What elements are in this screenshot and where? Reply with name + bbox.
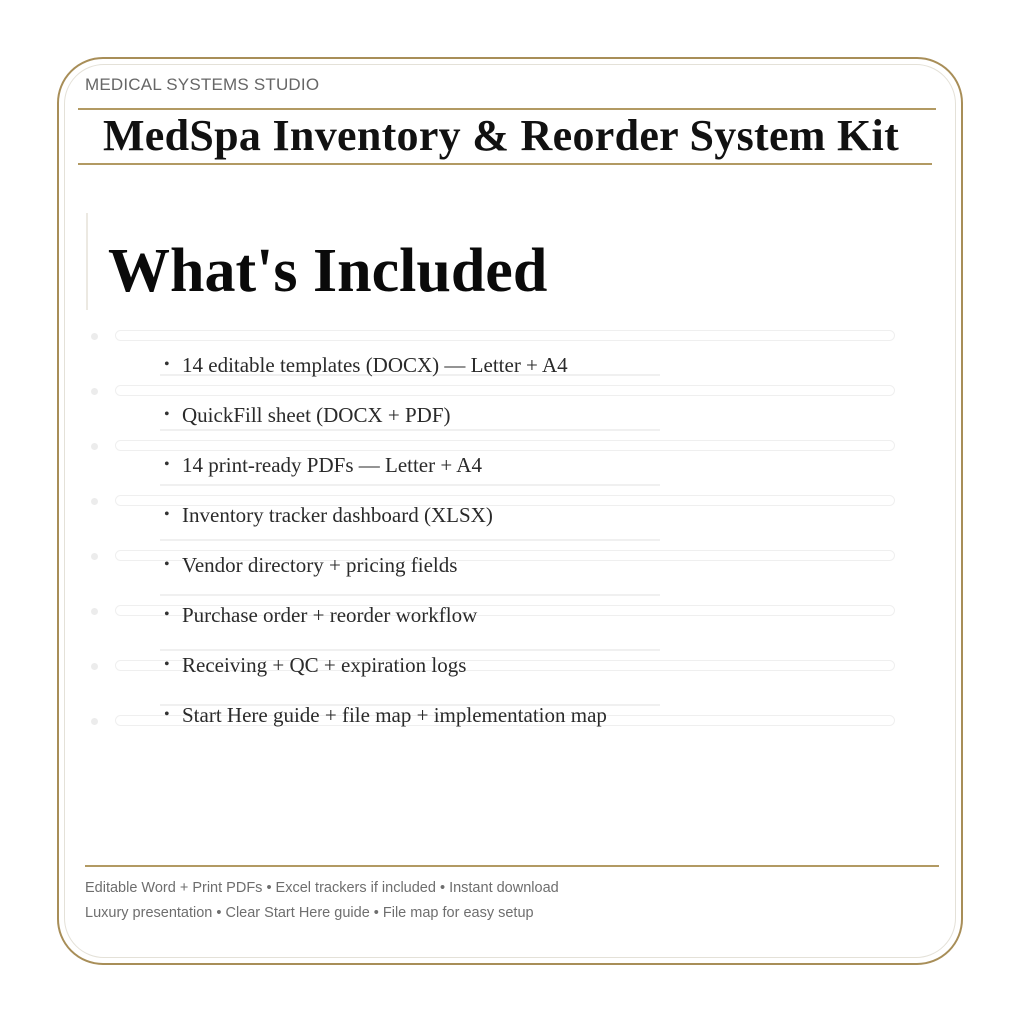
footer-line-2: Luxury presentation • Clear Start Here guide • File map for easy setup bbox=[85, 905, 534, 921]
bullet-icon: • bbox=[164, 456, 170, 473]
list-item-label: Purchase order + reorder workflow bbox=[182, 602, 478, 627]
page-title: MedSpa Inventory & Reorder System Kit bbox=[102, 111, 900, 160]
list-item bbox=[164, 690, 607, 740]
footer-line-1: Editable Word + Print PDFs • Excel trackers if included • Instant download bbox=[85, 880, 559, 896]
header-bottom-rule bbox=[78, 163, 932, 165]
section-accent-bar bbox=[86, 213, 88, 310]
brand-label: MEDICAL SYSTEMS STUDIO bbox=[85, 75, 320, 94]
bullet-icon: • bbox=[164, 656, 170, 673]
list-item-label: Vendor directory + pricing fields bbox=[182, 552, 458, 577]
bullet-icon: • bbox=[164, 706, 170, 723]
bullet-icon: • bbox=[164, 356, 170, 373]
list-item bbox=[164, 590, 607, 640]
footer-rule bbox=[85, 865, 939, 867]
list-item bbox=[164, 540, 607, 590]
list-item-label: Start Here guide + file map + implementation map bbox=[182, 702, 607, 727]
list-item bbox=[164, 390, 607, 440]
list-item bbox=[164, 340, 607, 390]
list-item bbox=[164, 490, 607, 540]
list-item-label: 14 editable templates (DOCX) — Letter + A4 bbox=[182, 352, 568, 377]
list-item bbox=[164, 640, 607, 690]
list-item-label: Receiving + QC + expiration logs bbox=[182, 652, 467, 677]
list-item-label: QuickFill sheet (DOCX + PDF) bbox=[182, 402, 451, 427]
list-item-label: Inventory tracker dashboard (XLSX) bbox=[182, 502, 493, 527]
list-item-label: 14 print-ready PDFs — Letter + A4 bbox=[182, 452, 482, 477]
included-items-list bbox=[164, 340, 607, 740]
list-item bbox=[164, 440, 607, 490]
bullet-icon: • bbox=[164, 506, 170, 523]
bullet-icon: • bbox=[164, 556, 170, 573]
section-title: What's Included bbox=[108, 237, 548, 305]
bullet-icon: • bbox=[164, 406, 170, 423]
bullet-icon: • bbox=[164, 606, 170, 623]
